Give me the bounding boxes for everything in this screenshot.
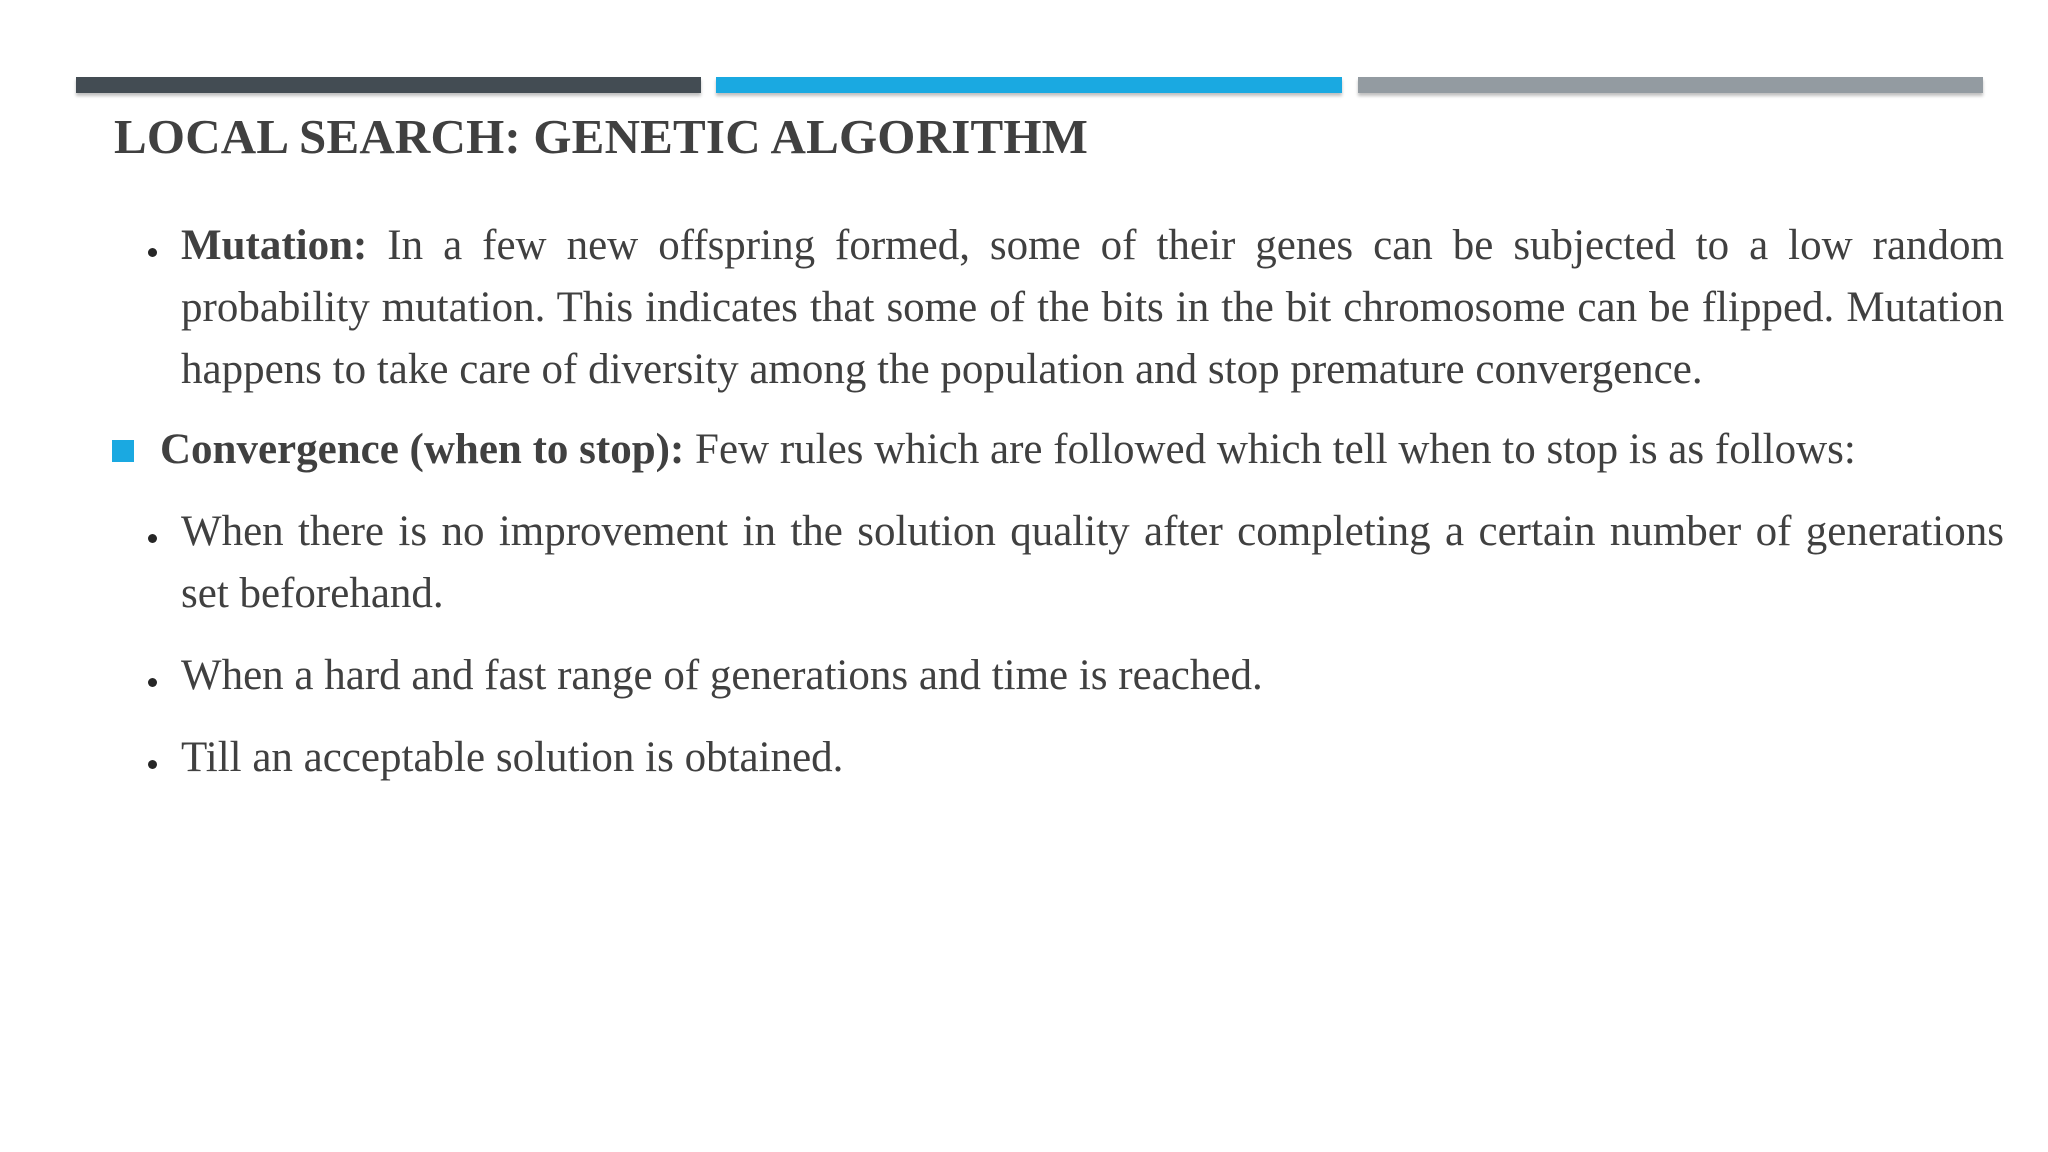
bullet-dot-icon — [148, 678, 157, 687]
bullet-range-reached — [110, 645, 2004, 707]
bullet-square-icon — [112, 440, 134, 462]
bullet-text: In a few new offspring formed, some of their genes can be subjected to a low random probability mutation. This indicates that some of the bits in the bit chromosome can be flipped. Mutation happens to take care of diversity among the population and stop premature convergence. — [181, 222, 2004, 393]
bullet-dot-icon — [148, 534, 157, 543]
header-bar-dark — [76, 77, 701, 93]
bullet-text: When a hard and fast range of generations and time is reached. — [181, 652, 1263, 699]
bullet-lead: Mutation: — [181, 222, 368, 269]
header-bar-accent — [716, 77, 1342, 93]
bullet-text: When there is no improvement in the solution quality after completing a certain number of generations set beforehand. — [181, 508, 2004, 617]
bullet-dot-icon — [148, 248, 157, 257]
bullet-text: Till an acceptable solution is obtained. — [181, 734, 844, 781]
slide-content — [110, 215, 2004, 789]
bullet-no-improvement — [110, 501, 2004, 625]
bullet-acceptable-solution — [110, 727, 2004, 789]
slide-title: LOCAL SEARCH: GENETIC ALGORITHM — [114, 109, 1089, 164]
bullet-dot-icon — [148, 760, 157, 769]
bullet-mutation — [110, 215, 2004, 401]
bullet-convergence — [110, 419, 2004, 481]
bullet-lead: Convergence (when to stop): — [160, 426, 685, 473]
header-bar-gray — [1358, 77, 1983, 93]
bullet-text: Few rules which are followed which tell when to stop is as follows: — [684, 426, 1856, 473]
